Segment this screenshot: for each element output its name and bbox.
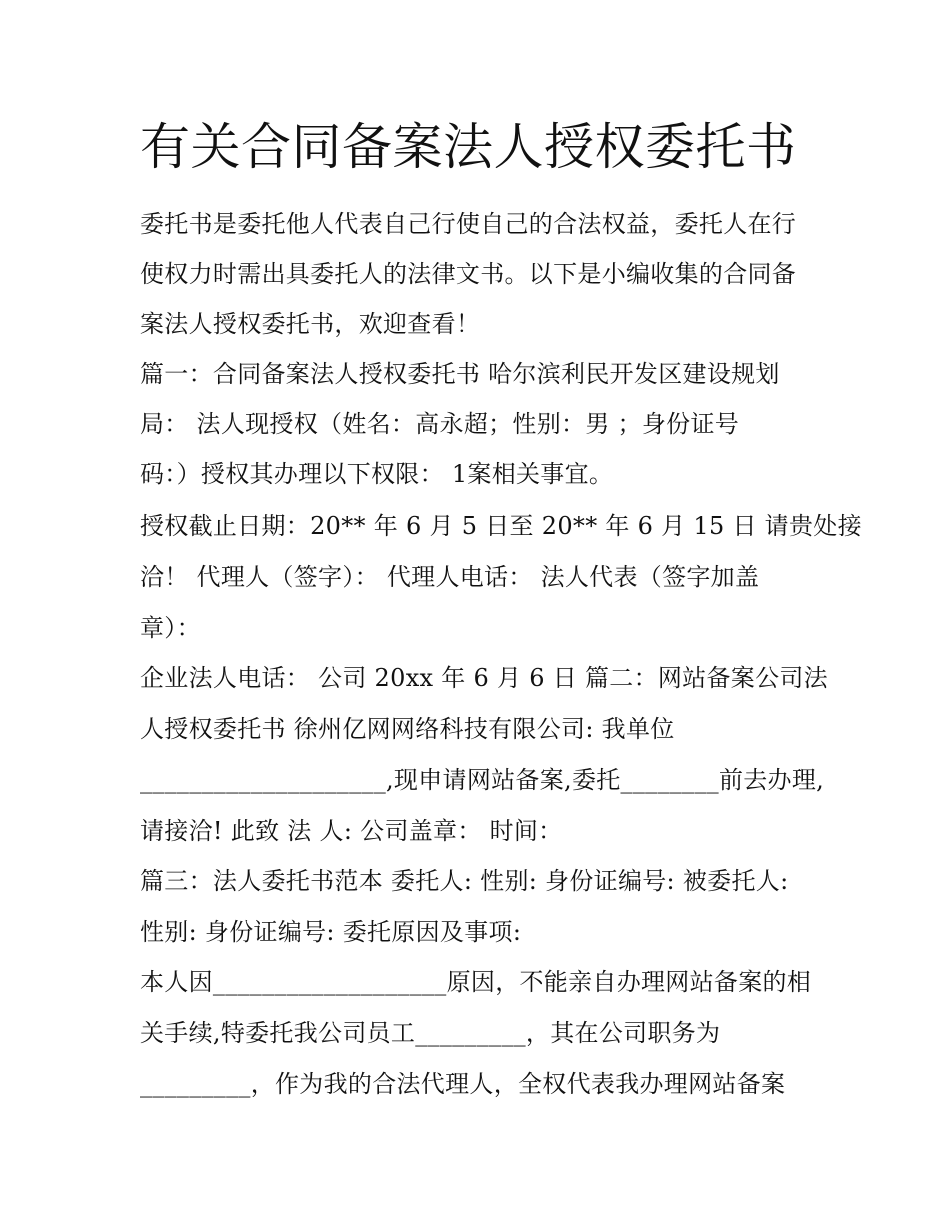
paragraph-line: 关手续,特委托我公司员工_________，其在公司职务为 — [140, 1019, 721, 1047]
paragraph-line: 局： 法人现授权（姓名：高永超；性别：男 ；身份证号 — [140, 410, 740, 438]
paragraph-line: 企业法人电话： 公司 20xx 年 6 月 6 日 篇二：网站备案公司法 — [140, 664, 828, 692]
paragraph-line: 人授权委托书 徐州亿网网络科技有限公司: 我单位 — [140, 715, 675, 743]
paragraph-line: 章）： — [140, 614, 201, 642]
paragraph-line: 请接洽! 此致 法 人: 公司盖章： 时间： — [140, 817, 563, 845]
paragraph-line: ____________________,现申请网站备案,委托________前去办理, — [140, 766, 825, 794]
paragraph-line: 性别: 身份证编号: 委托原因及事项: — [140, 918, 522, 946]
paragraph-line: 案法人授权委托书，欢迎查看！ — [140, 310, 481, 338]
paragraph-line: 本人因___________________原因，不能亲自办理网站备案的相 — [140, 968, 812, 996]
paragraph-line: 篇三：法人委托书范本 委托人: 性别: 身份证编号: 被委托人: — [140, 867, 789, 895]
paragraph-line: _________，作为我的合法代理人，全权代表我办理网站备案 — [140, 1070, 786, 1098]
paragraph-line: 洽！ 代理人（签字）： 代理人电话： 法人代表（签字加盖 — [140, 563, 760, 591]
paragraph-line: 篇一：合同备案法人授权委托书 哈尔滨利民开发区建设规划 — [140, 360, 780, 388]
document-title: 有关合同备案法人授权委托书 — [140, 118, 797, 176]
paragraph-line: 码：）授权其办理以下权限： 1案相关事宜。 — [140, 460, 614, 488]
paragraph-line: 委托书是委托他人代表自己行使自己的合法权益，委托人在行 — [140, 210, 797, 238]
paragraph-line: 使权力时需出具委托人的法律文书。以下是小编收集的合同备 — [140, 260, 797, 288]
paragraph-line: 授权截止日期：20** 年 6 月 5 日至 20** 年 6 月 15 日 请贵处接 — [140, 512, 862, 540]
